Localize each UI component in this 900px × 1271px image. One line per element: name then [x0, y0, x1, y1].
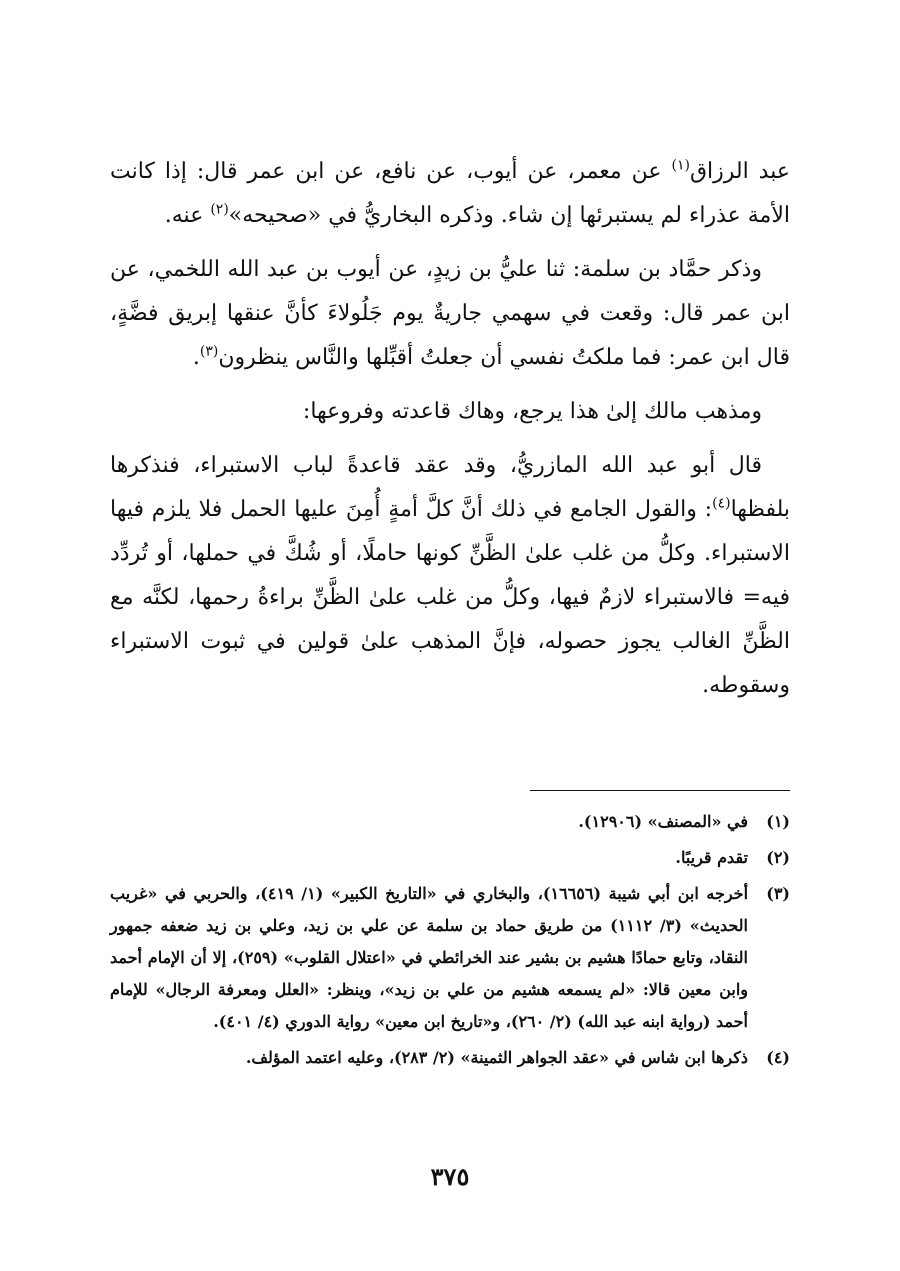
- footnote-text: تقدم قريبًا.: [675, 848, 748, 867]
- footnote-text: أخرجه ابن أبي شيبة (١٦٦٥٦)، والبخاري في «التاريخ الكبير» (١/ ٤١٩)، والحربي في «غريب الحديث» (٣/ ١١١٢) من طريق حماد بن سلمة عن علي بن زيد، وعلي بن زيد ضعفه جمهور النقاد، وتابع حمادًا هشيم بن بشير عند الخرائطي في «اعتلال القلوب» (٢٥٩)، إلا أن الإمام أحمد وابن معين قالا: «لم يسمعه هشيم من علي بن زيد»، وينظر: «العلل ومعرفة الرجال» للإمام أحمد (رواية ابنه عبد الله) (٢/ ٢٦٠)، و«تاريخ ابن معين» رواية الدوري (٤/ ٤٠١).: [110, 884, 749, 1031]
- paragraph-1: [110, 150, 790, 238]
- footnote-ref-2: (٢): [210, 201, 229, 218]
- footnote-ref-4: (٤): [712, 495, 731, 512]
- footnote-number: (٤): [766, 1048, 790, 1067]
- footnote-number: (١): [766, 812, 790, 831]
- main-text: [110, 150, 790, 718]
- footnote-divider: [530, 790, 790, 791]
- text-run: عنه.: [164, 203, 211, 228]
- footnote-number: (٣): [766, 884, 790, 903]
- footnote-4: [110, 1042, 790, 1074]
- footnote-3: [110, 878, 790, 1038]
- footnote-2: [110, 842, 790, 874]
- text-run: قال أبو عبد الله المازريُّ، وقد عقد قاعدةً لباب الاستبراء، فنذكرها بلفظها: [110, 453, 790, 522]
- text-run: .: [192, 345, 200, 370]
- text-run: ومذهب مالك إلىٰ هذا يرجع، وهاك قاعدته وفروعها:: [302, 399, 762, 424]
- text-run: عبد الرزاق: [689, 159, 790, 184]
- footnote-1: [110, 806, 790, 838]
- text-run: : والقول الجامع في ذلك أنَّ كلَّ أمةٍ أُمِنَ عليها الحمل فلا يلزم فيها الاستبراء. وكلُّ من غلب علىٰ الظَّنِّ كونها حاملًا، أو شُكَّ في حملها، أو تُردِّد فيه= فالاستبراء لازمٌ فيها، وكلُّ من غلب علىٰ الظَّنِّ براءةُ رحمها، لكنَّه مع الظَّنِّ الغالب يجوز حصوله، فإنَّ المذهب علىٰ قولين في ثبوت الاستبراء وسقوطه.: [110, 497, 790, 698]
- footnote-text: في «المصنف» (١٢٩٠٦).: [578, 812, 748, 831]
- footnote-ref-3: (٣): [199, 343, 219, 360]
- paragraph-4: [110, 444, 790, 708]
- text-run: عن معمر، عن أيوب، عن نافع، عن ابن عمر قال: إذا كانت الأمة عذراء لم يستبرئها إن شاء. وذكره البخاريُّ في «صحيحه»: [110, 159, 790, 228]
- paragraph-2: [110, 248, 790, 380]
- footnotes: [110, 806, 790, 1078]
- footnote-number: (٢): [766, 848, 790, 867]
- paragraph-3: [110, 390, 790, 434]
- page-number: ٣٧٥: [430, 1162, 470, 1191]
- footnote-ref-1: (١): [671, 157, 690, 174]
- footnote-text: ذكرها ابن شاس في «عقد الجواهر الثمينة» (٢/ ٢٨٣)، وعليه اعتمد المؤلف.: [245, 1048, 748, 1067]
- text-run: وذكر حمَّاد بن سلمة: ثنا عليُّ بن زيدٍ، عن أيوب بن عبد الله اللخمي، عن ابن عمر قال: وقعت في سهمي جاريةٌ يوم جَلُولاءَ كأنَّ عنقها إبريق فضَّةٍ، قال ابن عمر: فما ملكتُ نفسي أن جعلتُ أقبِّلها والنَّاس ينظرون: [110, 257, 790, 370]
